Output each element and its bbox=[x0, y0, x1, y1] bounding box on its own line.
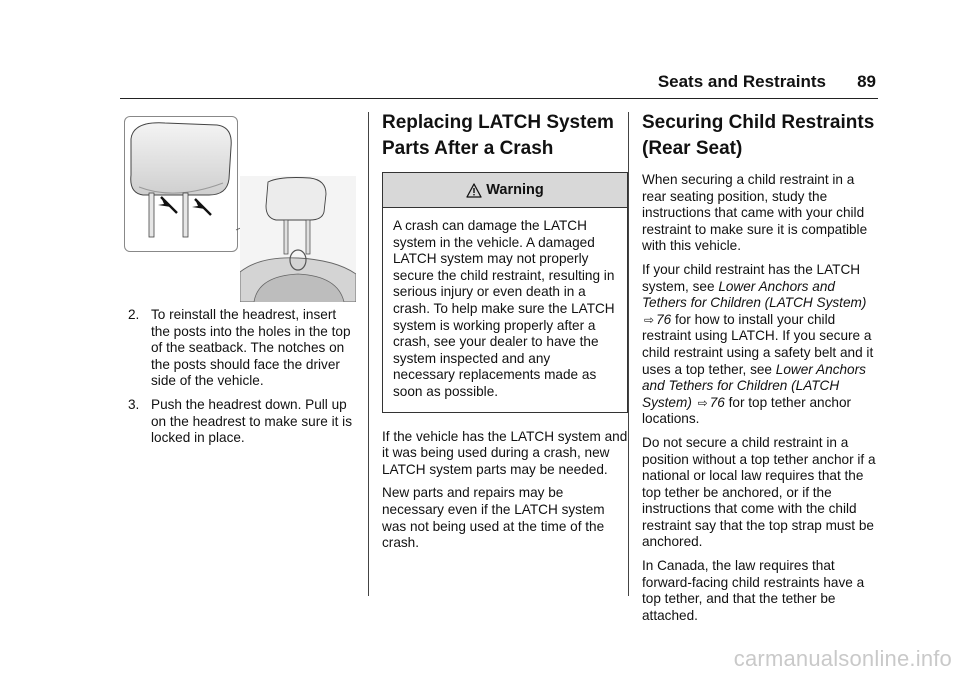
text-run: for top tether anchor locations. bbox=[642, 394, 852, 427]
headrest-detail-view bbox=[240, 176, 356, 302]
cross-reference-link[interactable]: Lower Anchors and Tethers for Children (LATCH System) bbox=[642, 278, 867, 311]
text-run: If your child restraint has the LATCH system, see bbox=[642, 261, 861, 294]
right-column bbox=[642, 110, 878, 631]
paragraph: In Canada, the law requires that forward-facing child restraints have a top tether, and that the tether be attached. bbox=[642, 558, 865, 623]
middle-column bbox=[382, 110, 628, 559]
page-ref-number[interactable]: 76 bbox=[709, 394, 725, 410]
paragraph: New parts and repairs may be necessary even if the LATCH system was not being used at the time of the crash. bbox=[382, 485, 605, 551]
section-heading-latch: Replacing LATCH System Parts After a Crash bbox=[382, 112, 614, 159]
step-text: To reinstall the headrest, insert the posts into the holes in the top of the seatback. The notches on the posts should face the driver side of the vehicle. bbox=[151, 307, 351, 389]
warning-title: Warning bbox=[486, 181, 544, 198]
section-title: Seats and Restraints bbox=[657, 72, 826, 91]
step-item bbox=[128, 307, 354, 390]
headrest-illustration bbox=[124, 116, 356, 302]
step-number: 2. bbox=[128, 307, 140, 322]
header-rule bbox=[120, 98, 878, 99]
left-column bbox=[128, 307, 354, 454]
warning-text: A crash can damage the LATCH system in the vehicle. A damaged LATCH system may not properly secure the child restraint, resulting in serious injury or even death in a crash. To help make sure the LATCH system is working properly after a crash, see your dealer to have the system inspected and any necessary replacements made as soon as possible. bbox=[393, 218, 615, 399]
paragraph-with-links bbox=[642, 262, 878, 428]
page-ref-arrow-icon: ⇨ bbox=[697, 395, 708, 410]
headrest-main-view bbox=[124, 116, 238, 252]
step-number: 3. bbox=[128, 396, 140, 412]
paragraph: Do not secure a child restraint in a position without a top tether anchor if a national or local law requires that the top tether be anchored, or if the instructions that come with the child restraint say that the top strap must be anchored. bbox=[642, 434, 876, 550]
page-ref-arrow-icon: ⇨ bbox=[644, 312, 655, 327]
column-divider-1 bbox=[368, 112, 369, 596]
seatback-drawing bbox=[240, 176, 356, 302]
running-header bbox=[560, 72, 878, 92]
warning-triangle-icon bbox=[466, 183, 482, 198]
step-item bbox=[128, 397, 354, 447]
warning-box bbox=[382, 172, 628, 413]
warning-header bbox=[383, 173, 627, 208]
headrest-drawing bbox=[125, 117, 237, 251]
paragraph: When securing a child restraint in a rear seating position, study the instructions that came with your child restraint to make sure it is compatible with this vehicle. bbox=[642, 172, 868, 254]
cross-reference-link[interactable]: Lower Anchors and Tethers for Children (LATCH System) bbox=[642, 361, 866, 410]
page-number: 89 bbox=[857, 72, 876, 91]
text-run: for how to install your child restraint using LATCH. If you secure a child restraint using a safety belt and it uses a top tether, see bbox=[642, 311, 874, 377]
install-steps bbox=[128, 307, 354, 447]
column-divider-2 bbox=[628, 112, 629, 596]
section-heading-securing: Securing Child Restraints (Rear Seat) bbox=[642, 112, 875, 159]
watermark: carmanualsonline.info bbox=[733, 646, 952, 671]
step-text: Push the headrest down. Pull up on the headrest to make sure it is locked in place. bbox=[151, 396, 352, 446]
page-ref-number[interactable]: 76 bbox=[656, 311, 672, 327]
paragraph: If the vehicle has the LATCH system and it was being used during a crash, new LATCH system parts may be needed. bbox=[382, 428, 628, 477]
